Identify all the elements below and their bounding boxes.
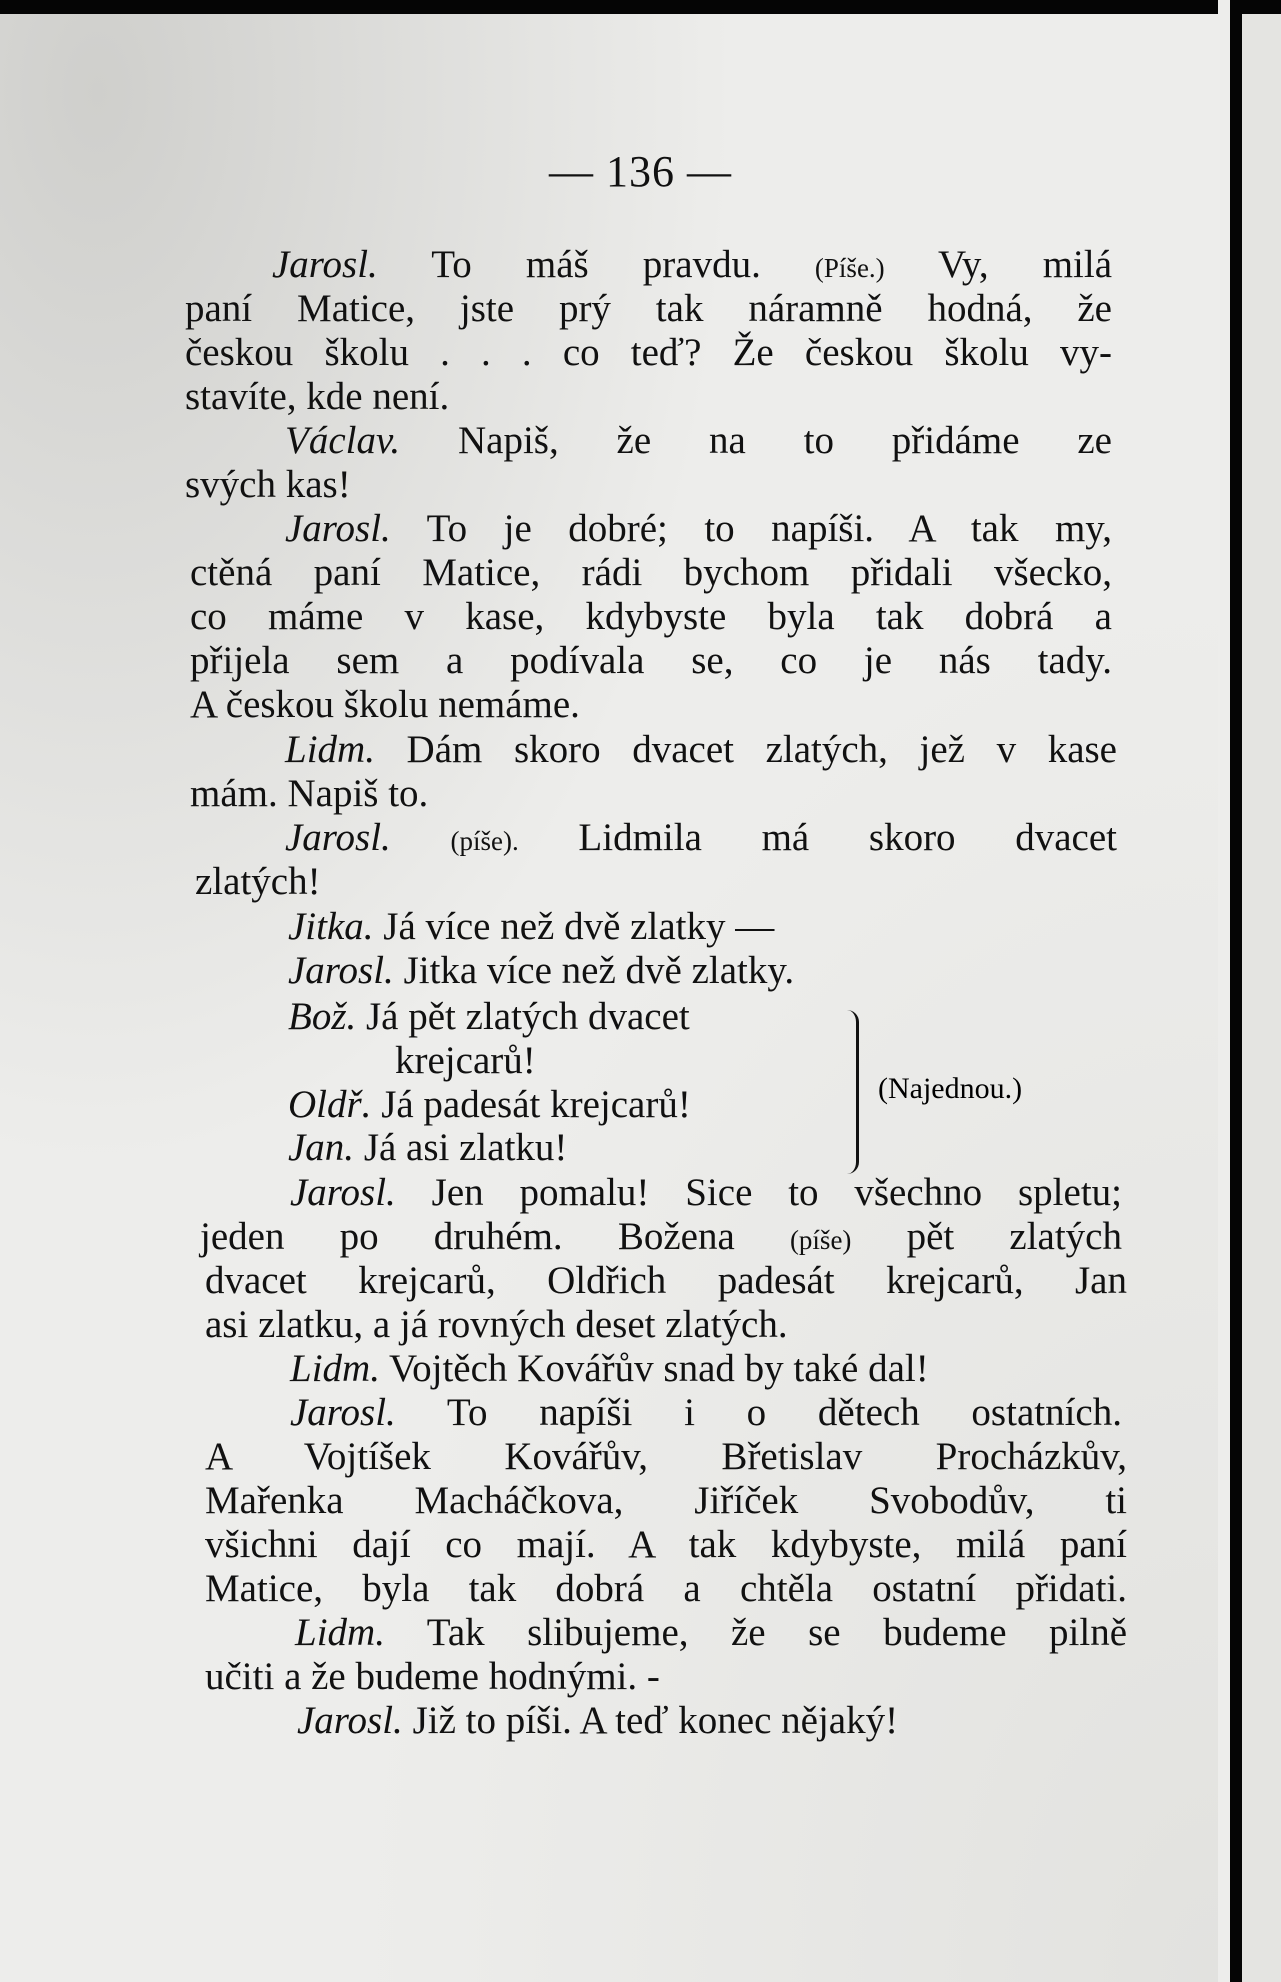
- text-line: [185, 374, 449, 419]
- text-line: [185, 330, 1112, 375]
- stage-direction: (píše): [789, 1225, 852, 1255]
- text-line: [285, 506, 1112, 551]
- page-gutter: [1218, 0, 1230, 1982]
- dialogue-text: zlatých!: [195, 860, 321, 903]
- speaker-name: Jan.: [288, 1126, 355, 1169]
- speaker-name: Bož.: [288, 995, 357, 1038]
- dialogue-text: stavíte, kde není.: [185, 375, 450, 418]
- text-line: [205, 1654, 660, 1699]
- text-line: [190, 771, 428, 816]
- text-line: [205, 1434, 1127, 1479]
- dialogue-text: To je dobré; to napíši. A tak my,: [390, 507, 1112, 550]
- dialogue-text: ctěná paní Matice, rádi bychom přidali všecko,: [190, 551, 1112, 594]
- dialogue-text: co máme v kase, kdybyste byla tak dobrá a: [190, 595, 1112, 638]
- dialogue-text: Vy, milá: [884, 243, 1113, 286]
- text-line: [285, 727, 1117, 772]
- dialogue-text: přijela sem a podívala se, co je nás tady.: [190, 639, 1112, 682]
- speaker-name: Jarosl.: [288, 949, 394, 992]
- dialogue-text: svých kas!: [185, 463, 351, 506]
- dialogue-text: Já pět zlatých dvacet: [356, 995, 690, 1038]
- dialogue-text: jeden po druhém. Božena: [200, 1215, 790, 1258]
- text-line: [290, 1346, 929, 1391]
- text-line: [185, 462, 351, 507]
- dialogue-text: Jitka více než dvě zlatky.: [393, 949, 795, 992]
- speaker-name: Jarosl.: [290, 1391, 396, 1434]
- dialogue-text: pět zlatých: [851, 1215, 1122, 1258]
- dialogue-text: dvacet krejcarů, Oldřich padesát krejcarů, Jan: [205, 1259, 1127, 1302]
- dialogue-text: A českou školu nemáme.: [190, 683, 580, 726]
- page-number: — 136 —: [549, 147, 732, 196]
- speaker-name: Jarosl.: [297, 1699, 403, 1742]
- text-line: [295, 1610, 1127, 1655]
- text-line: [290, 1390, 1122, 1435]
- dialogue-text: Napiš, že na to přidáme ze: [400, 419, 1112, 462]
- text-line: [205, 1258, 1127, 1303]
- speaker-name: Oldř.: [288, 1083, 372, 1126]
- text-line: [195, 859, 321, 904]
- dialogue-text: Já asi zlatku!: [354, 1126, 568, 1169]
- dialogue-text: Dám skoro dvacet zlatých, jež v kase: [374, 728, 1117, 771]
- dialogue-text: mám. Napiš to.: [190, 772, 429, 815]
- dialogue-text: paní Matice, jste prý tak náramně hodná, že: [185, 287, 1112, 330]
- dialogue-text: učiti a že budeme hodnými. -: [205, 1655, 660, 1698]
- dialogue-text: To napíši i o dětech ostatních.: [395, 1391, 1122, 1434]
- speaker-name: Jarosl.: [285, 816, 391, 859]
- dialogue-text: Mařenka Macháčkova, Jiříček Svobodův, ti: [205, 1479, 1127, 1522]
- speaker-name: Lidm.: [285, 728, 375, 771]
- dialogue-text: Již to píši. A teď konec nějaký!: [402, 1699, 899, 1742]
- dialogue-text: českou školu . . . co teď? Že českou školu vy-: [185, 331, 1112, 374]
- text-line: [288, 1125, 567, 1170]
- text-line: [205, 1566, 1127, 1611]
- dialogue-text: Vojtěch Kovářův snad by také dal!: [379, 1347, 929, 1390]
- speaker-name: Jitka.: [288, 905, 374, 948]
- text-line: [190, 638, 1112, 683]
- text-line: [200, 1214, 1122, 1259]
- text-line: [185, 286, 1112, 331]
- text-line: [205, 1478, 1127, 1523]
- dialogue-text: Tak slibujeme, že se budeme pilně: [384, 1611, 1127, 1654]
- speaker-name: Lidm.: [290, 1347, 380, 1390]
- text-line: [290, 1170, 1122, 1215]
- text-line: [395, 1038, 536, 1083]
- speaker-name: Jarosl.: [285, 507, 391, 550]
- speaker-name: Lidm.: [295, 1611, 385, 1654]
- dialogue-text: To máš pravdu.: [377, 243, 815, 286]
- adjacent-page-edge: [1242, 14, 1281, 1982]
- stage-direction-together: (Najednou.): [878, 1072, 1023, 1105]
- dialogue-text: Lidmila má skoro dvacet: [518, 816, 1117, 859]
- text-line: [205, 1522, 1127, 1567]
- dialogue-text: A Vojtíšek Kovářův, Břetislav Procházkův,: [205, 1435, 1127, 1478]
- text-line: [205, 1302, 788, 1347]
- text-line: [297, 1698, 898, 1743]
- speaker-name: Václav.: [285, 419, 401, 462]
- dialogue-text: Jen pomalu! Sice to všechno spletu;: [395, 1171, 1122, 1214]
- text-line: [190, 682, 580, 727]
- dialogue-text: krejcarů!: [395, 1039, 536, 1082]
- dialogue-text: Matice, byla tak dobrá a chtěla ostatní přidati.: [205, 1567, 1127, 1610]
- text-line: [285, 815, 1117, 860]
- brace: [842, 1010, 859, 1174]
- dialogue-text: [391, 816, 451, 859]
- text-line: [190, 550, 1112, 595]
- text-line: [190, 594, 1112, 639]
- text-line: [288, 904, 774, 949]
- dialogue-text: Já padesát krejcarů!: [371, 1083, 691, 1126]
- dialogue-text: asi zlatku, a já rovných deset zlatých.: [205, 1303, 788, 1346]
- text-line: [288, 994, 690, 1039]
- text-line: [272, 242, 1112, 287]
- dialogue-text: všichni dají co mají. A tak kdybyste, milá paní: [205, 1523, 1127, 1566]
- speaker-name: Jarosl.: [272, 243, 378, 286]
- stage-direction: (Píše.): [814, 253, 885, 283]
- dialogue-text: Já více než dvě zlatky —: [373, 905, 775, 948]
- text-line: [288, 948, 794, 993]
- stage-direction: (píše).: [450, 826, 519, 856]
- text-line: [288, 1082, 691, 1127]
- speaker-name: Jarosl.: [290, 1171, 396, 1214]
- text-line: [285, 418, 1112, 463]
